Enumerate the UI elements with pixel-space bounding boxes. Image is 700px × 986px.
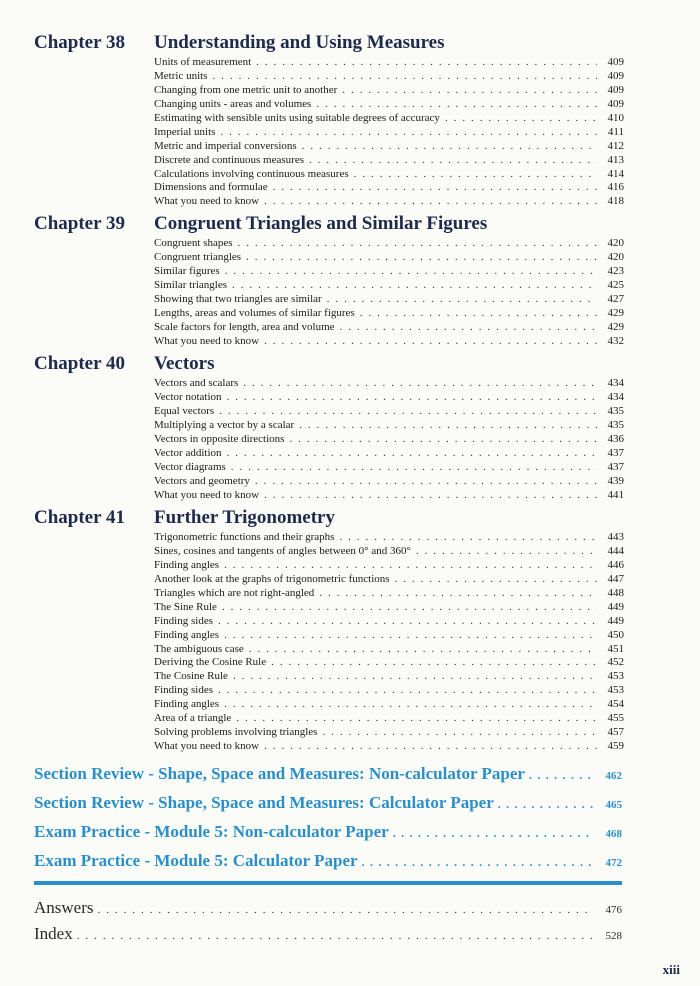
back-matter-entry[interactable] [34, 898, 622, 918]
entry-page-number: 449 [607, 600, 624, 613]
toc-entry[interactable] [154, 684, 624, 698]
entry-title: Discrete and continuous measures [154, 153, 304, 166]
dot-leader [416, 545, 597, 559]
dot-leader [327, 293, 597, 307]
entry-page-number: 451 [607, 642, 624, 655]
chapter-entries [154, 237, 624, 349]
chapter-heading [34, 213, 624, 237]
toc-entry[interactable] [154, 181, 624, 195]
dot-leader [224, 698, 597, 712]
toc-entry[interactable] [154, 629, 624, 643]
back-matter-title: Answers [34, 898, 94, 917]
entry-page-number: 435 [607, 418, 624, 431]
entry-title: Trigonometric functions and their graphs [154, 531, 335, 543]
back-matter-page-number: 476 [605, 904, 622, 916]
toc-entry[interactable] [154, 56, 624, 70]
entry-page-number: 443 [607, 531, 624, 543]
entry-page-number: 455 [607, 712, 624, 725]
entry-title: Vector notation [154, 390, 222, 403]
toc-entry[interactable] [154, 461, 624, 475]
toc-entry[interactable] [154, 195, 624, 209]
entry-page-number: 411 [607, 125, 624, 138]
dot-leader [224, 629, 597, 643]
entry-page-number: 435 [607, 404, 624, 417]
entry-title: Congruent triangles [154, 250, 242, 263]
chapter-block [34, 507, 624, 754]
toc-entry[interactable] [154, 489, 624, 503]
entry-page-number: 412 [607, 139, 624, 152]
entry-title: Vectors and scalars [154, 377, 239, 389]
entry-title: Vector diagrams [154, 460, 226, 473]
dot-leader [255, 475, 597, 489]
toc-entry[interactable] [154, 601, 624, 615]
toc-entry[interactable] [154, 154, 624, 168]
entry-page-number: 444 [607, 544, 624, 557]
dot-leader [212, 70, 597, 84]
toc-entry[interactable] [154, 656, 624, 670]
toc-entry[interactable] [154, 98, 624, 112]
dot-leader [220, 126, 597, 140]
entry-page-number: 449 [607, 614, 624, 627]
toc-entry[interactable] [154, 587, 624, 601]
dot-leader [302, 140, 597, 154]
entry-page-number: 409 [607, 56, 624, 68]
dot-leader [289, 433, 597, 447]
dot-leader [340, 321, 597, 335]
chapter-entries [154, 377, 624, 502]
entry-title: What you need to know [154, 195, 260, 208]
entry-title: Vector addition [154, 446, 222, 459]
entry-title: Finding angles [154, 628, 220, 641]
entry-page-number: 423 [607, 264, 624, 277]
section-page-number: 472 [605, 857, 622, 869]
dot-leader [227, 391, 597, 405]
chapter-number: Chapter 40 [34, 353, 125, 374]
toc-entry[interactable] [154, 670, 624, 684]
dot-leader [98, 904, 594, 916]
dot-leader [264, 195, 597, 209]
entry-title: Solving problems involving triangles [154, 726, 318, 739]
dot-leader [236, 712, 597, 726]
entry-title: What you need to know [154, 740, 260, 753]
entry-page-number: 416 [607, 181, 624, 194]
dot-leader [395, 573, 597, 587]
dot-leader [233, 670, 597, 684]
entry-title: The ambiguous case [154, 642, 244, 655]
entry-page-number: 414 [607, 167, 624, 180]
entry-title: Scale factors for length, area and volume [154, 320, 335, 333]
chapter-entries [154, 531, 624, 754]
dot-leader [249, 643, 597, 657]
dot-leader [393, 826, 593, 841]
dot-leader [77, 930, 593, 942]
entry-title: Finding sides [154, 614, 213, 627]
entry-title: Finding angles [154, 698, 220, 711]
toc-entry[interactable] [154, 433, 624, 447]
toc-entry[interactable] [154, 168, 624, 182]
toc-entry[interactable] [154, 545, 624, 559]
dot-leader [231, 461, 597, 475]
entry-title: Imperial units [154, 125, 216, 138]
chapter-number: Chapter 39 [34, 213, 125, 234]
chapter-number: Chapter 41 [34, 507, 125, 528]
dot-leader [445, 112, 597, 126]
entry-title: Congruent shapes [154, 237, 233, 249]
dot-leader [316, 98, 597, 112]
toc-entry[interactable] [154, 712, 624, 726]
dot-leader [360, 307, 597, 321]
dot-leader [243, 377, 597, 391]
dot-leader [264, 335, 597, 349]
entry-title: Multiplying a vector by a scalar [154, 418, 295, 431]
section-title: Exam Practice - Module 5: Non-calculator Paper [34, 822, 389, 841]
entry-page-number: 427 [607, 292, 624, 305]
toc-entry[interactable] [154, 698, 624, 712]
dot-leader [218, 684, 597, 698]
back-matter-page-number: 528 [605, 930, 622, 942]
section-title: Exam Practice - Module 5: Calculator Paper [34, 851, 358, 870]
entry-title: Equal vectors [154, 404, 215, 417]
section-page-number: 462 [605, 770, 622, 782]
back-matter-entry[interactable] [34, 924, 622, 944]
entry-page-number: 425 [607, 278, 624, 291]
entry-page-number: 436 [607, 432, 624, 445]
dot-leader [319, 587, 597, 601]
toc-entry[interactable] [154, 237, 624, 251]
entry-title: Metric and imperial conversions [154, 139, 297, 152]
entry-title: Finding angles [154, 558, 220, 571]
toc-entry[interactable] [154, 126, 624, 140]
entry-page-number: 441 [607, 488, 624, 501]
dot-leader [264, 740, 597, 754]
entry-page-number: 409 [607, 97, 624, 110]
section-page-number: 465 [605, 799, 622, 811]
entry-title: Metric units [154, 69, 208, 82]
dot-leader [264, 489, 597, 503]
toc-entry[interactable] [154, 559, 624, 573]
dot-leader [225, 265, 597, 279]
dot-leader [354, 168, 597, 182]
toc-entry[interactable] [154, 321, 624, 335]
entry-title: Another look at the graphs of trigonometric functions [154, 572, 390, 585]
toc-entry[interactable] [154, 740, 624, 754]
entry-title: Showing that two triangles are similar [154, 292, 322, 305]
dot-leader [227, 447, 597, 461]
entry-page-number: 432 [607, 334, 624, 347]
entry-page-number: 459 [607, 740, 624, 753]
toc-entry[interactable] [154, 475, 624, 489]
chapter-title: Vectors [154, 353, 215, 374]
toc-entry[interactable] [154, 307, 624, 321]
entry-page-number: 434 [607, 390, 624, 403]
section-page-number: 468 [605, 828, 622, 840]
toc-entry[interactable] [154, 447, 624, 461]
toc-entry[interactable] [154, 377, 624, 391]
entry-title: Changing units - areas and volumes [154, 97, 312, 110]
section-title: Section Review - Shape, Space and Measures: Calculator Paper [34, 793, 494, 812]
section-entry[interactable] [34, 822, 622, 842]
dot-leader [222, 601, 597, 615]
entry-title: What you need to know [154, 334, 260, 347]
dot-leader [219, 405, 597, 419]
entry-page-number: 447 [607, 572, 624, 585]
entry-page-number: 429 [607, 306, 624, 319]
back-matter-title: Index [34, 924, 73, 943]
entry-page-number: 437 [607, 446, 624, 459]
dot-leader [238, 237, 597, 251]
toc-entry[interactable] [154, 279, 624, 293]
dot-leader [246, 251, 597, 265]
toc-entry[interactable] [154, 265, 624, 279]
entry-page-number: 452 [607, 656, 624, 669]
section-title: Section Review - Shape, Space and Measures: Non-calculator Paper [34, 764, 525, 783]
toc-entry[interactable] [154, 419, 624, 433]
dot-leader [224, 559, 597, 573]
chapter-block [34, 32, 624, 209]
entry-title: Deriving the Cosine Rule [154, 656, 267, 669]
toc-entry[interactable] [154, 726, 624, 740]
dot-leader [271, 656, 597, 670]
entry-page-number: 409 [607, 83, 624, 96]
section-entry[interactable] [34, 793, 622, 813]
entry-title: Area of a triangle [154, 712, 232, 725]
chapter-heading [34, 32, 624, 56]
entry-page-number: 453 [607, 684, 624, 697]
entry-page-number: 450 [607, 628, 624, 641]
chapter-block [34, 213, 624, 349]
entry-page-number: 420 [607, 237, 624, 249]
entry-title: Vectors in opposite directions [154, 432, 285, 445]
dot-leader [342, 84, 597, 98]
dot-leader [529, 768, 593, 783]
entry-page-number: 453 [607, 670, 624, 683]
entry-title: The Sine Rule [154, 600, 217, 613]
chapter-title: Understanding and Using Measures [154, 32, 445, 53]
toc-entry[interactable] [154, 531, 624, 545]
toc-entry[interactable] [154, 335, 624, 349]
toc-entry[interactable] [154, 140, 624, 154]
dot-leader [218, 615, 597, 629]
chapter-title: Congruent Triangles and Similar Figures [154, 213, 488, 234]
dot-leader [256, 56, 597, 70]
chapter-block [34, 353, 624, 502]
entry-title: Similar triangles [154, 278, 228, 291]
entry-title: The Cosine Rule [154, 670, 228, 683]
entry-page-number: 448 [607, 586, 624, 599]
entry-title: Units of measurement [154, 56, 252, 68]
entry-title: Lengths, areas and volumes of similar figures [154, 306, 355, 319]
entry-title: Similar figures [154, 264, 220, 277]
entry-page-number: 410 [607, 111, 624, 124]
entry-page-number: 446 [607, 558, 624, 571]
entry-page-number: 429 [607, 320, 624, 333]
toc-entry[interactable] [154, 405, 624, 419]
entry-page-number: 439 [607, 474, 624, 487]
toc-entry[interactable] [154, 84, 624, 98]
entry-title: What you need to know [154, 488, 260, 501]
dot-leader [339, 531, 597, 545]
toc-entry[interactable] [154, 112, 624, 126]
entry-title: Changing from one metric unit to another [154, 83, 338, 96]
entry-title: Dimensions and formulae [154, 181, 268, 194]
dot-leader [273, 181, 597, 195]
entry-page-number: 454 [607, 698, 624, 711]
entry-title: Finding sides [154, 684, 213, 697]
dot-leader [362, 855, 593, 870]
toc-entry[interactable] [154, 251, 624, 265]
entry-page-number: 457 [607, 726, 624, 739]
entry-title: Vectors and geometry [154, 474, 250, 487]
toc-entry[interactable] [154, 293, 624, 307]
entry-title: Triangles which are not right-angled [154, 586, 315, 599]
entry-page-number: 418 [607, 195, 624, 208]
entry-page-number: 434 [607, 377, 624, 389]
page-number: xiii [662, 962, 680, 977]
section-entry[interactable] [34, 851, 622, 871]
dot-leader [299, 419, 597, 433]
toc-entry[interactable] [154, 70, 624, 84]
entry-title: Estimating with sensible units using suitable degrees of accuracy [154, 111, 440, 124]
entry-page-number: 413 [607, 153, 624, 166]
dot-leader [232, 279, 597, 293]
toc-entry[interactable] [154, 643, 624, 657]
toc-entry[interactable] [154, 391, 624, 405]
entry-title: Sines, cosines and tangents of angles between 0° and 360° [154, 544, 411, 557]
chapter-number: Chapter 38 [34, 32, 125, 53]
chapter-title: Further Trigonometry [154, 507, 335, 528]
dot-leader [309, 154, 597, 168]
entry-page-number: 420 [607, 250, 624, 263]
toc-entry[interactable] [154, 615, 624, 629]
chapter-heading [34, 353, 624, 377]
section-entry[interactable] [34, 764, 622, 784]
divider-rule [34, 881, 622, 885]
chapter-entries [154, 56, 624, 209]
toc-entry[interactable] [154, 573, 624, 587]
entry-page-number: 437 [607, 460, 624, 473]
dot-leader [498, 797, 593, 812]
entry-page-number: 409 [607, 69, 624, 82]
chapter-heading [34, 507, 624, 531]
dot-leader [322, 726, 597, 740]
entry-title: Calculations involving continuous measures [154, 167, 349, 180]
